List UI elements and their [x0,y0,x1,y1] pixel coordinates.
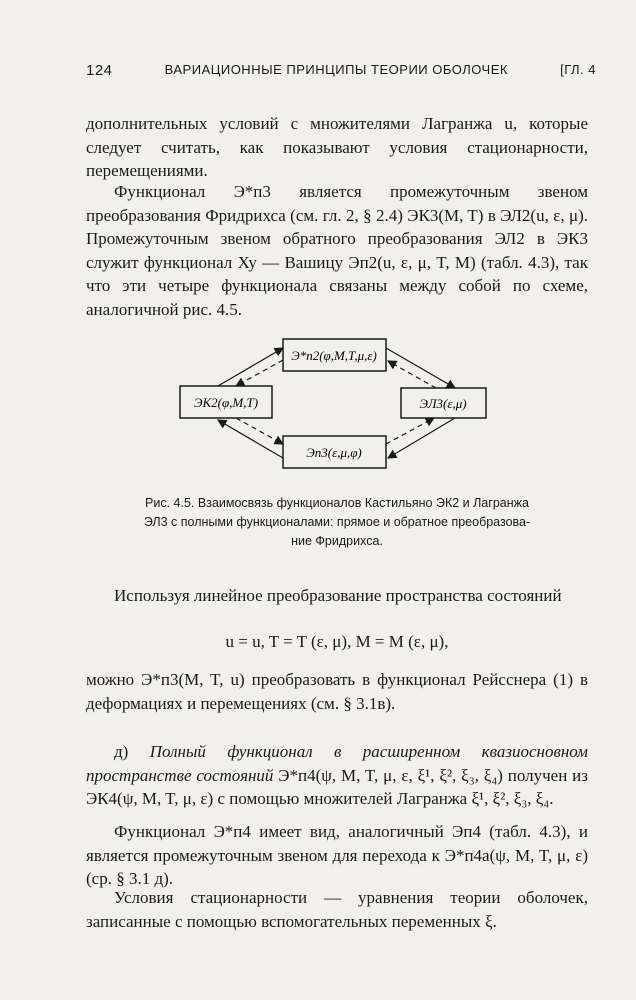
state-transform-formula: u = u, T = T (ε, μ), M = M (ε, μ), [225,632,449,651]
arrow-left-bottom-dashed [236,418,283,444]
paragraph-3: Используя линейное преобразование пространства состояний [114,586,562,605]
running-title: ВАРИАЦИОННЫЕ ПРИНЦИПЫ ТЕОРИИ ОБОЛОЧЕК [164,62,508,77]
figure-diagram [0,334,636,474]
page-number: 124 [86,62,113,79]
paragraph-1: дополнительных условий с множителями Лагранжа u, которые следует считать, как показывают условия стационарности, перемещениями. [86,114,588,180]
box-bottom-label: Эп3(ε,μ,φ) [306,445,362,460]
arrow-bottom-left-solid [218,420,283,458]
paragraph-5-rest: Э*п4(ψ, M, T, μ, ε, ξ¹, ξ², ξ₃, ξ₄) получен из ЭК4(ψ, M, T, μ, ε) с помощью множителей Лагранжа ξ¹, ξ², ξ₃, ξ₄. [86,765,588,808]
item-marker: д) [114,742,150,761]
arrow-top-left-dashed [236,360,283,386]
paragraph-4: можно Э*п3(M, T, u) преобразовать в функционал Рейсснера (1) в деформациях и перемещениях (см. § 3.1в). [86,670,588,713]
caption-line-2: ЭЛ3 с полными функционалами: прямое и обратное преобразова- [143,515,531,529]
arrow-right-top-dashed [388,361,436,388]
caption-line-3: ние Фридрихса. [291,534,383,548]
chapter-label: [ГЛ. 4 [560,62,596,77]
section-heading-italic: Полный функционал в расширенном квазиосновном пространстве состояний [86,742,589,785]
box-left-label: ЭК2(φ,M,T) [193,395,259,410]
arrow-left-top-solid [218,348,283,386]
arrow-bottom-right-dashed [386,418,434,444]
arrow-top-right-solid [386,348,455,388]
paragraph-2: Функционал Э*п3 является промежуточным звеном преобразования Фридрихса (см. гл. 2, § 2.4) ЭК3(M, T) в ЭЛ2(u, ε, μ). Промежуточным звеном обратного преобразования ЭЛ2 в ЭК3 служит функционал Ху — Вашицу Эп2(u, ε, μ, T, M) (табл. 4.3), так что эти четыре функционала связаны между собой по схеме, аналогичной рис. 4.5. [86,182,588,319]
box-top-label: Э*п2(φ,M,T,μ,ε) [291,348,377,363]
paragraph-6: Функционал Э*п4 имеет вид, аналогичный Эп4 (табл. 4.3), и является промежуточным звеном для перехода к Э*п4а(ψ, M, T, μ, ε) (ср. § 3.1 д). [86,822,588,888]
box-right-label: ЭЛ3(ε,μ) [419,396,467,411]
paragraph-5 [86,740,588,811]
paragraph-7: Условия стационарности — уравнения теории оболочек, записанные с помощью вспомогательных переменных ξ. [86,888,588,931]
running-header [86,62,596,79]
figure-caption [86,494,588,551]
caption-line-1: Рис. 4.5. Взаимосвязь функционалов Кастильяно ЭК2 и Лагранжа [145,496,529,510]
